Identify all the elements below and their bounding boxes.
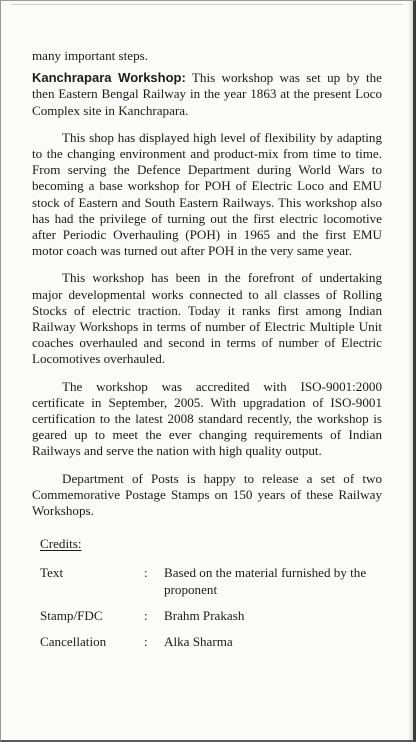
credit-label: Stamp/FDC (40, 607, 103, 623)
credit-value: Alka Sharma (164, 634, 233, 650)
body-paragraph-flexibility: This shop has displayed high level of flexibility by adapting to the changing environment and product-mix from time to time. From serving the Defence Department during World Wars to becoming a base workshop for POH of Electric Loco and EMU stock of Eastern and South Eastern Railways. This workshop also has had the privilege of turning out the first electric locomotive after Periodic Overhauling (POH) in 1965 and the first EMU motor coach was turned out after POH in the very same year. (32, 129, 382, 259)
credit-label: Cancellation (40, 634, 107, 650)
kanchrapara-text: This workshop was set up by the then Eastern Bengal Railway in the year 1863 at the present Loco Complex site in Kanchrapara. (32, 70, 382, 118)
kanchrapara-heading: Kanchrapara Workshop: (32, 70, 186, 86)
credit-separator: : (144, 634, 148, 650)
credit-row-cancellation (40, 634, 380, 650)
kanchrapara-paragraph (32, 70, 382, 119)
credits-title: Credits: (40, 536, 82, 552)
credit-value: Based on the material furnished by the proponent (164, 565, 367, 597)
credit-separator: : (144, 565, 148, 581)
body-paragraph-iso: The workshop was accredited with ISO-9001:2000 certificate in September, 2005. With upgradation of ISO-9001 certification to the latest 2008 standard recently, the workshop is geared up to meet the ever changing requirements of Indian Railways and serve the nation with high quality output. (32, 378, 382, 459)
credit-row-stamp-fdc (40, 608, 380, 624)
document-body (32, 48, 382, 660)
credit-row-text (40, 565, 380, 597)
credit-label: Text (40, 565, 64, 581)
credit-separator: : (144, 607, 148, 623)
fold-line (11, 4, 403, 5)
credit-value: Brahm Prakash (164, 607, 245, 623)
credits-list (40, 565, 380, 650)
body-paragraph-release: Department of Posts is happy to release a set of two Commemorative Postage Stamps on 150 years of these Railway Workshops. (32, 470, 382, 519)
intro-fragment: many important steps. (32, 48, 149, 63)
body-paragraph-developmental: This workshop has been in the forefront of undertaking major developmental works connected to all classes of Rolling Stocks of electric traction. Today it ranks first among Indian Railway Workshops in terms of number of Electric Multiple Unit coaches overhauled and second in terms of number of Electric Locomotives overhauled. (32, 270, 382, 367)
page-edge-shadow (408, 1, 413, 740)
